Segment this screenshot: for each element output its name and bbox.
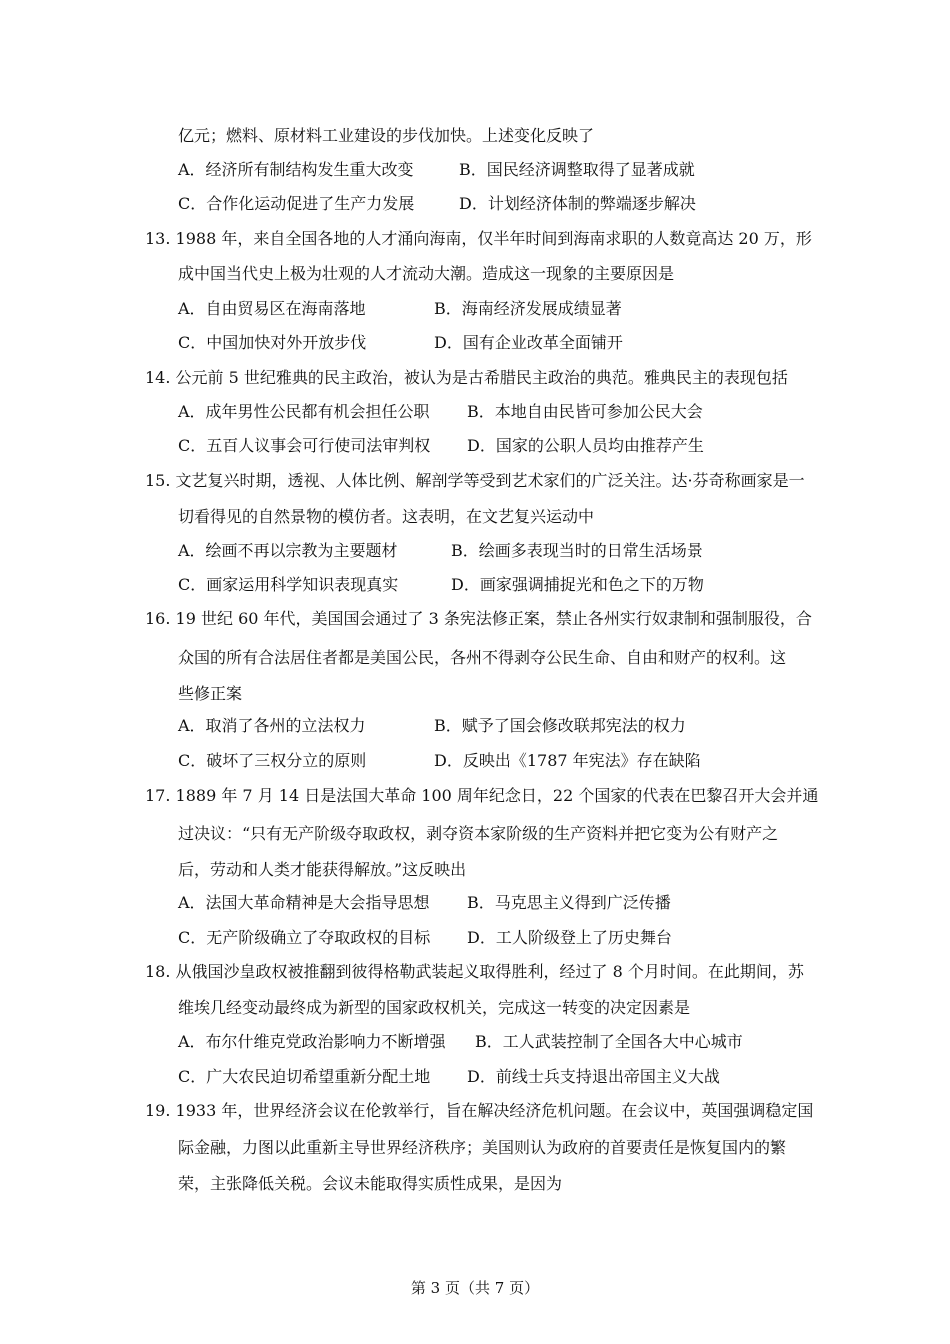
question-13-stem-line-1: 13. 1988 年，来自全国各地的人才涌向海南，仅半年时间到海南求职的人数竟高达 20 万，形 <box>145 229 812 248</box>
question-12-option-c: C．合作化运动促进了生产力发展 <box>178 194 415 213</box>
question-13-option-b: B．海南经济发展成绩显著 <box>434 299 622 318</box>
question-14-option-c: C．五百人议事会可行使司法审判权 <box>178 436 431 455</box>
question-16-option-b: B．赋予了国会修改联邦宪法的权力 <box>434 716 686 735</box>
question-13-option-d: D．国有企业改革全面铺开 <box>434 333 623 352</box>
question-17-option-a: A．法国大革命精神是大会指导思想 <box>178 893 430 912</box>
question-18-stem-line-2: 维埃几经变动最终成为新型的国家政权机关，完成这一转变的决定因素是 <box>178 998 691 1017</box>
question-19-stem-line-1: 19. 1933 年，世界经济会议在伦敦举行，旨在解决经济危机问题。在会议中，英国强调稳定国 <box>145 1101 814 1120</box>
question-18-option-b: B．工人武装控制了全国各大中心城市 <box>475 1032 743 1051</box>
question-18-option-d: D．前线士兵支持退出帝国主义大战 <box>467 1067 720 1086</box>
question-12-option-a: A．经济所有制结构发生重大改变 <box>178 160 414 179</box>
question-16-option-c: C．破坏了三权分立的原则 <box>178 751 367 770</box>
question-19-stem-line-2: 际金融，力图以此重新主导世界经济秩序；美国则认为政府的首要责任是恢复国内的繁 <box>178 1138 787 1157</box>
question-16-option-a: A．取消了各州的立法权力 <box>178 716 366 735</box>
question-13-option-c: C．中国加快对外开放步伐 <box>178 333 367 352</box>
question-12-option-d: D．计划经济体制的弊端逐步解决 <box>459 194 696 213</box>
question-16-stem-line-1: 16. 19 世纪 60 年代，美国国会通过了 3 条宪法修正案，禁止各州实行奴隶制和强制服役，合 <box>145 609 812 628</box>
question-17-option-b: B．马克思主义得到广泛传播 <box>467 893 671 912</box>
question-17-stem-line-3: 后，劳动和人类才能获得解放。”这反映出 <box>178 860 467 879</box>
question-14-option-d: D．国家的公职人员均由推荐产生 <box>467 436 704 455</box>
question-16-stem-line-2: 众国的所有合法居住者都是美国公民，各州不得剥夺公民生命、自由和财产的权利。这 <box>178 648 787 667</box>
question-14-option-b: B．本地自由民皆可参加公民大会 <box>467 402 703 421</box>
question-15-option-b: B．绘画多表现当时的日常生活场景 <box>451 541 703 560</box>
question-17-stem-line-1: 17. 1889 年 7 月 14 日是法国大革命 100 周年纪念日，22 个国家的代表在巴黎召开大会并通 <box>145 786 819 805</box>
question-16-option-d: D．反映出《1787 年宪法》存在缺陷 <box>434 751 701 770</box>
question-15-stem-line-1: 15. 文艺复兴时期，透视、人体比例、解剖学等受到艺术家们的广泛关注。达·芬奇称画家是一 <box>145 471 805 490</box>
question-14-stem-line-1: 14. 公元前 5 世纪雅典的民主政治，被认为是古希腊民主政治的典范。雅典民主的表现包括 <box>145 368 788 387</box>
question-12-continuation: 亿元；燃料、原材料工业建设的步伐加快。上述变化反映了 <box>178 126 595 145</box>
question-17-stem-line-2: 过决议：“只有无产阶级夺取政权，剥夺资本家阶级的生产资料并把它变为公有财产之 <box>178 824 779 843</box>
question-14-option-a: A．成年男性公民都有机会担任公职 <box>178 402 430 421</box>
question-15-option-a: A．绘画不再以宗教为主要题材 <box>178 541 398 560</box>
question-17-option-c: C．无产阶级确立了夺取政权的目标 <box>178 928 431 947</box>
question-12-option-b: B．国民经济调整取得了显著成就 <box>459 160 695 179</box>
question-15-option-d: D．画家强调捕捉光和色之下的万物 <box>451 575 704 594</box>
question-18-option-a: A．布尔什维克党政治影响力不断增强 <box>178 1032 446 1051</box>
question-13-stem-line-2: 成中国当代史上极为壮观的人才流动大潮。造成这一现象的主要原因是 <box>178 264 675 283</box>
question-18-option-c: C．广大农民迫切希望重新分配土地 <box>178 1067 431 1086</box>
page-number-footer: 第 3 页（共 7 页） <box>410 1279 540 1297</box>
question-18-stem-line-1: 18. 从俄国沙皇政权被推翻到彼得格勒武装起义取得胜利，经过了 8 个月时间。在此期间，苏 <box>145 962 804 981</box>
question-19-stem-line-3: 荣，主张降低关税。会议未能取得实质性成果，是因为 <box>178 1174 563 1193</box>
question-17-option-d: D．工人阶级登上了历史舞台 <box>467 928 672 947</box>
question-13-option-a: A．自由贸易区在海南落地 <box>178 299 366 318</box>
question-15-option-c: C．画家运用科学知识表现真实 <box>178 575 399 594</box>
question-15-stem-line-2: 切看得见的自然景物的模仿者。这表明，在文艺复兴运动中 <box>178 507 595 526</box>
question-16-stem-line-3: 些修正案 <box>178 684 243 703</box>
